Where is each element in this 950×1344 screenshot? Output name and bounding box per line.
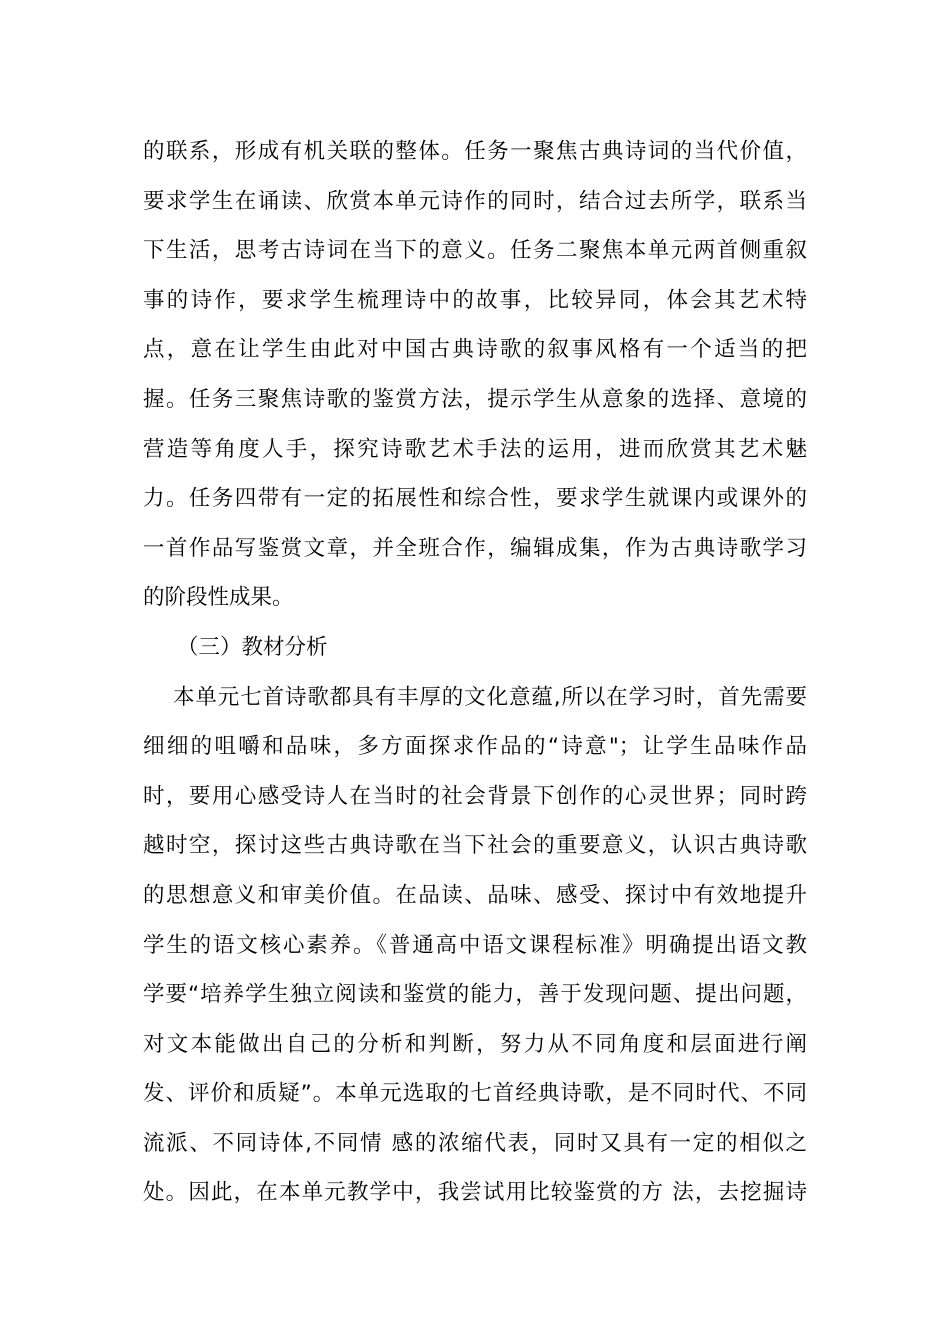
text-line: 发、评价和质疑”。本单元选取的七首经典诗歌，是不同时代、不同 bbox=[143, 1081, 807, 1107]
text-line: 下生活，思考古诗词在当下的意义。任务二聚焦本单元两首侧重叙 bbox=[143, 238, 807, 264]
text-line: 一首作品写鉴赏文章，并全班合作，编辑成集，作为古典诗歌学习 bbox=[143, 535, 807, 561]
paragraph-task-overview bbox=[143, 127, 807, 623]
text-line: 事的诗作，要求学生梳理诗中的故事，比较异同，体会其艺术特 bbox=[143, 287, 807, 313]
text-line: 的阶段性成果。 bbox=[143, 585, 294, 611]
text-line: 点，意在让学生由此对中国古典诗歌的叙事风格有一个适当的把 bbox=[143, 337, 807, 363]
text-line: 细细的咀嚼和品味，多方面探求作品的“诗意"；让学生品味作品 bbox=[143, 734, 807, 760]
text-line: 对文本能做出自己的分析和判断，努力从不同角度和层面进行阐 bbox=[143, 1031, 807, 1057]
text-line: 要求学生在诵读、欣赏本单元诗作的同时，结合过去所学，联系当 bbox=[143, 188, 807, 214]
paragraph-textbook-analysis bbox=[143, 673, 807, 1219]
text-line: 学要“培养学生独立阅读和鉴赏的能力，善于发现问题、提出问题， bbox=[143, 982, 807, 1008]
text-line: 本单元七首诗歌都具有丰厚的文化意蕴,所以在学习时，首先需要 bbox=[173, 684, 807, 710]
document-body bbox=[143, 127, 807, 1218]
text-line: 流派、不同诗体,不同情 感的浓缩代表，同时又具有一定的相似之 bbox=[143, 1130, 807, 1156]
text-line: 营造等角度人手，探究诗歌艺术手法的运用，进而欣赏其艺术魅 bbox=[143, 436, 807, 462]
text-line: 的思想意义和审美价值。在品读、品味、感受、探讨中有效地提升 bbox=[143, 882, 807, 908]
text-line: 处。因此，在本单元教学中，我尝试用比较鉴赏的方 法，去挖掘诗 bbox=[143, 1180, 807, 1206]
text-line: 力。任务四带有一定的拓展性和综合性，要求学生就课内或课外的 bbox=[143, 486, 807, 512]
text-line: 越时空，探讨这些古典诗歌在当下社会的重要意义，认识古典诗歌 bbox=[143, 833, 807, 859]
text-line: 握。任务三聚焦诗歌的鉴赏方法，提示学生从意象的选择、意境的 bbox=[143, 386, 807, 412]
text-line: 时，要用心感受诗人在当时的社会背景下创作的心灵世界；同时跨 bbox=[143, 783, 807, 809]
section-heading: （三）教材分析 bbox=[177, 634, 328, 660]
text-line: 学生的语文核心素养。《普通高中语文课程标准》明确提出语文教 bbox=[143, 932, 807, 958]
text-line: 的联系，形成有机关联的整体。任务一聚焦古典诗词的当代价值， bbox=[143, 139, 807, 164]
